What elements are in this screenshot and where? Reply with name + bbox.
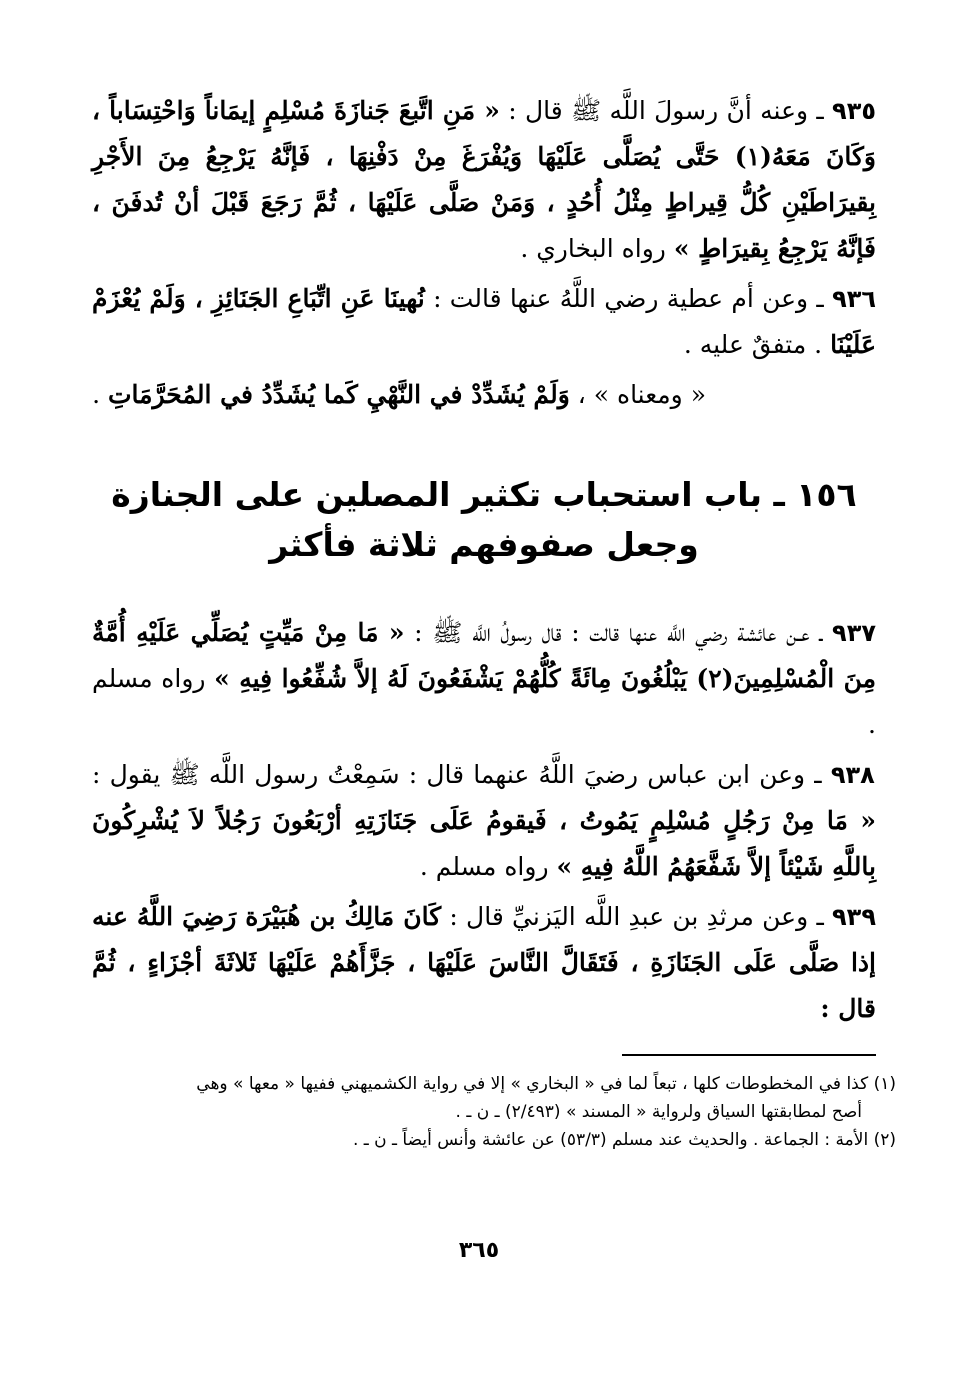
chapter-heading xyxy=(92,470,876,570)
footnote-divider xyxy=(622,1054,876,1056)
footnote-2: (٢) الأمة : الجماعة . والحديث عند مسلم (٥٣/٣) عن عائشة وأنس أيضاً ـ ن ـ . xyxy=(352,1130,896,1150)
hadith-936 xyxy=(92,276,876,368)
hadith-source: رواه مسلم . xyxy=(419,852,549,881)
hadith-intro: ـ وعن ابن عباس رضيَ اللَّهُ عنهما قال : سَمِعْتُ رسول اللَّه ﷺ يقول : xyxy=(92,760,822,789)
chapter-subtitle: وجعل صفوفهم ثلاثة فأكثر xyxy=(269,525,699,564)
page-number: ٣٦٥ xyxy=(458,1238,500,1263)
hadith-number: ٩٣٥ xyxy=(832,97,876,125)
hadith-source: . متفقٌ عليه . xyxy=(683,330,823,359)
hadith-935 xyxy=(92,88,876,272)
hadith-source: رواه مسلم . xyxy=(92,664,876,739)
hadith-number: ٩٣٧ xyxy=(832,619,876,647)
note-prefix: « ومعناه » ، xyxy=(569,380,706,409)
hadith-source: رواه البخاري . xyxy=(520,234,666,263)
chapter-title: ١٥٦ ـ باب استحباب تكثير المصلين على الجنازة xyxy=(111,475,857,514)
hadith-939 xyxy=(92,894,876,1032)
hadith-937 xyxy=(92,610,876,748)
explanation-note xyxy=(92,372,876,418)
hadith-number: ٩٣٨ xyxy=(830,761,875,789)
footnote-1: (١) كذا في المخطوطات كلها ، تبعاً لما في « البخاري » إلا في رواية الكشميهني ففيها « معها » وهي xyxy=(196,1074,896,1094)
hadith-text: « مَنِ اتَّبعَ جَنازَةَ مُسْلِمٍ إيمَاناً وَاحْتِسَاباً ، وَكَانَ مَعَهُ(١) حَتَّى يُصَلَّى عَلَيْهَا وَيُفْرَغَ مِنْ دَفْنِهَا ، فَإنَّهُ يَرْجِعُ مِنَ الأَجْرِ بِقيرَاطَيْنِ كُلُّ قِيراطٍ مِثْلُ أُحُدٍ ، وَمَنْ صَلَّى عَلَيْهَا ، ثُمَّ رَجَعَ قَبْلَ أنْ تُدفَنَ ، فَإنَّهُ يَرْجِعُ بِقيرَاطٍ » xyxy=(92,96,877,263)
hadith-text: « مَا مِنْ مَيِّتٍ يُصَلِّي عَلَيْهِ أُمَّةٌ مِنَ الْمُسْلِمِينَ(٢) يَبْلُغُونَ مِائَةً كُلُّهُمْ يَشْفَعُونَ لَهُ إلاَّ شُفِّعُوا فِيهِ » xyxy=(92,618,876,693)
note-suffix: . xyxy=(92,380,101,409)
hadith-intro: ـ وعن مرثدِ بن عبدِ اللَّه اليَزنيِّ قال : xyxy=(441,902,824,931)
hadith-number: ٩٣٩ xyxy=(832,903,876,931)
note-text: وَلَمْ يُشَدِّدْ في النَّهْيِ كَما يُشَدِّدُ في المُحَرَّمَاتِ xyxy=(107,380,570,409)
hadith-number: ٩٣٦ xyxy=(832,285,877,313)
hadith-intro: ـ وعنه أنَّ رسولَ اللَّه ﷺ قال : xyxy=(499,96,824,125)
hadith-text: « مَا مِنْ رَجُلٍ مُسْلِمٍ يَمُوتُ ، فَيقومُ عَلَى جَنَازَتِهِ أرْبَعُونَ رَجُلاً لاَ يُشْرِكُونَ بِاللَّهِ شَيْئاً إلاَّ شَفَّعَهُمُ اللَّهُ فِيهِ » xyxy=(92,806,876,881)
hadith-intro: ـ عـن عائشة رضي اللَّه عنها قالت : قال رسولُ اللَّه ﷺ : xyxy=(404,618,823,647)
hadith-text: نُهينَا عَنِ اتِّبَاعِ الجَنَائِزِ ، وَلَمْ يُعْزَمْ عَلَيْنَا xyxy=(92,284,876,359)
hadith-938 xyxy=(92,752,876,890)
footnote-1-continuation: أصح لمطابقتها السياق ولرواية « المسند » (٢/٤٩٣) ـ ن ـ . xyxy=(455,1102,862,1122)
hadith-text: كَانَ مَالِكُ بن هُبَيْرَة رَضِيَ اللَّهُ عنه إذا صَلَّى عَلَى الجَنَازَةِ ، فَتَقَالَّ النَّاسَ عَلَيْهَا ، جَزَّأَهُمْ عَلَيْهَا ثَلاثَةَ أجْزَاءٍ ، ثُمَّ قال : xyxy=(92,902,876,1023)
hadith-intro: ـ وعن أم عطية رضي اللَّهُ عنها قالت : xyxy=(424,284,824,313)
footnotes xyxy=(80,1070,896,1154)
